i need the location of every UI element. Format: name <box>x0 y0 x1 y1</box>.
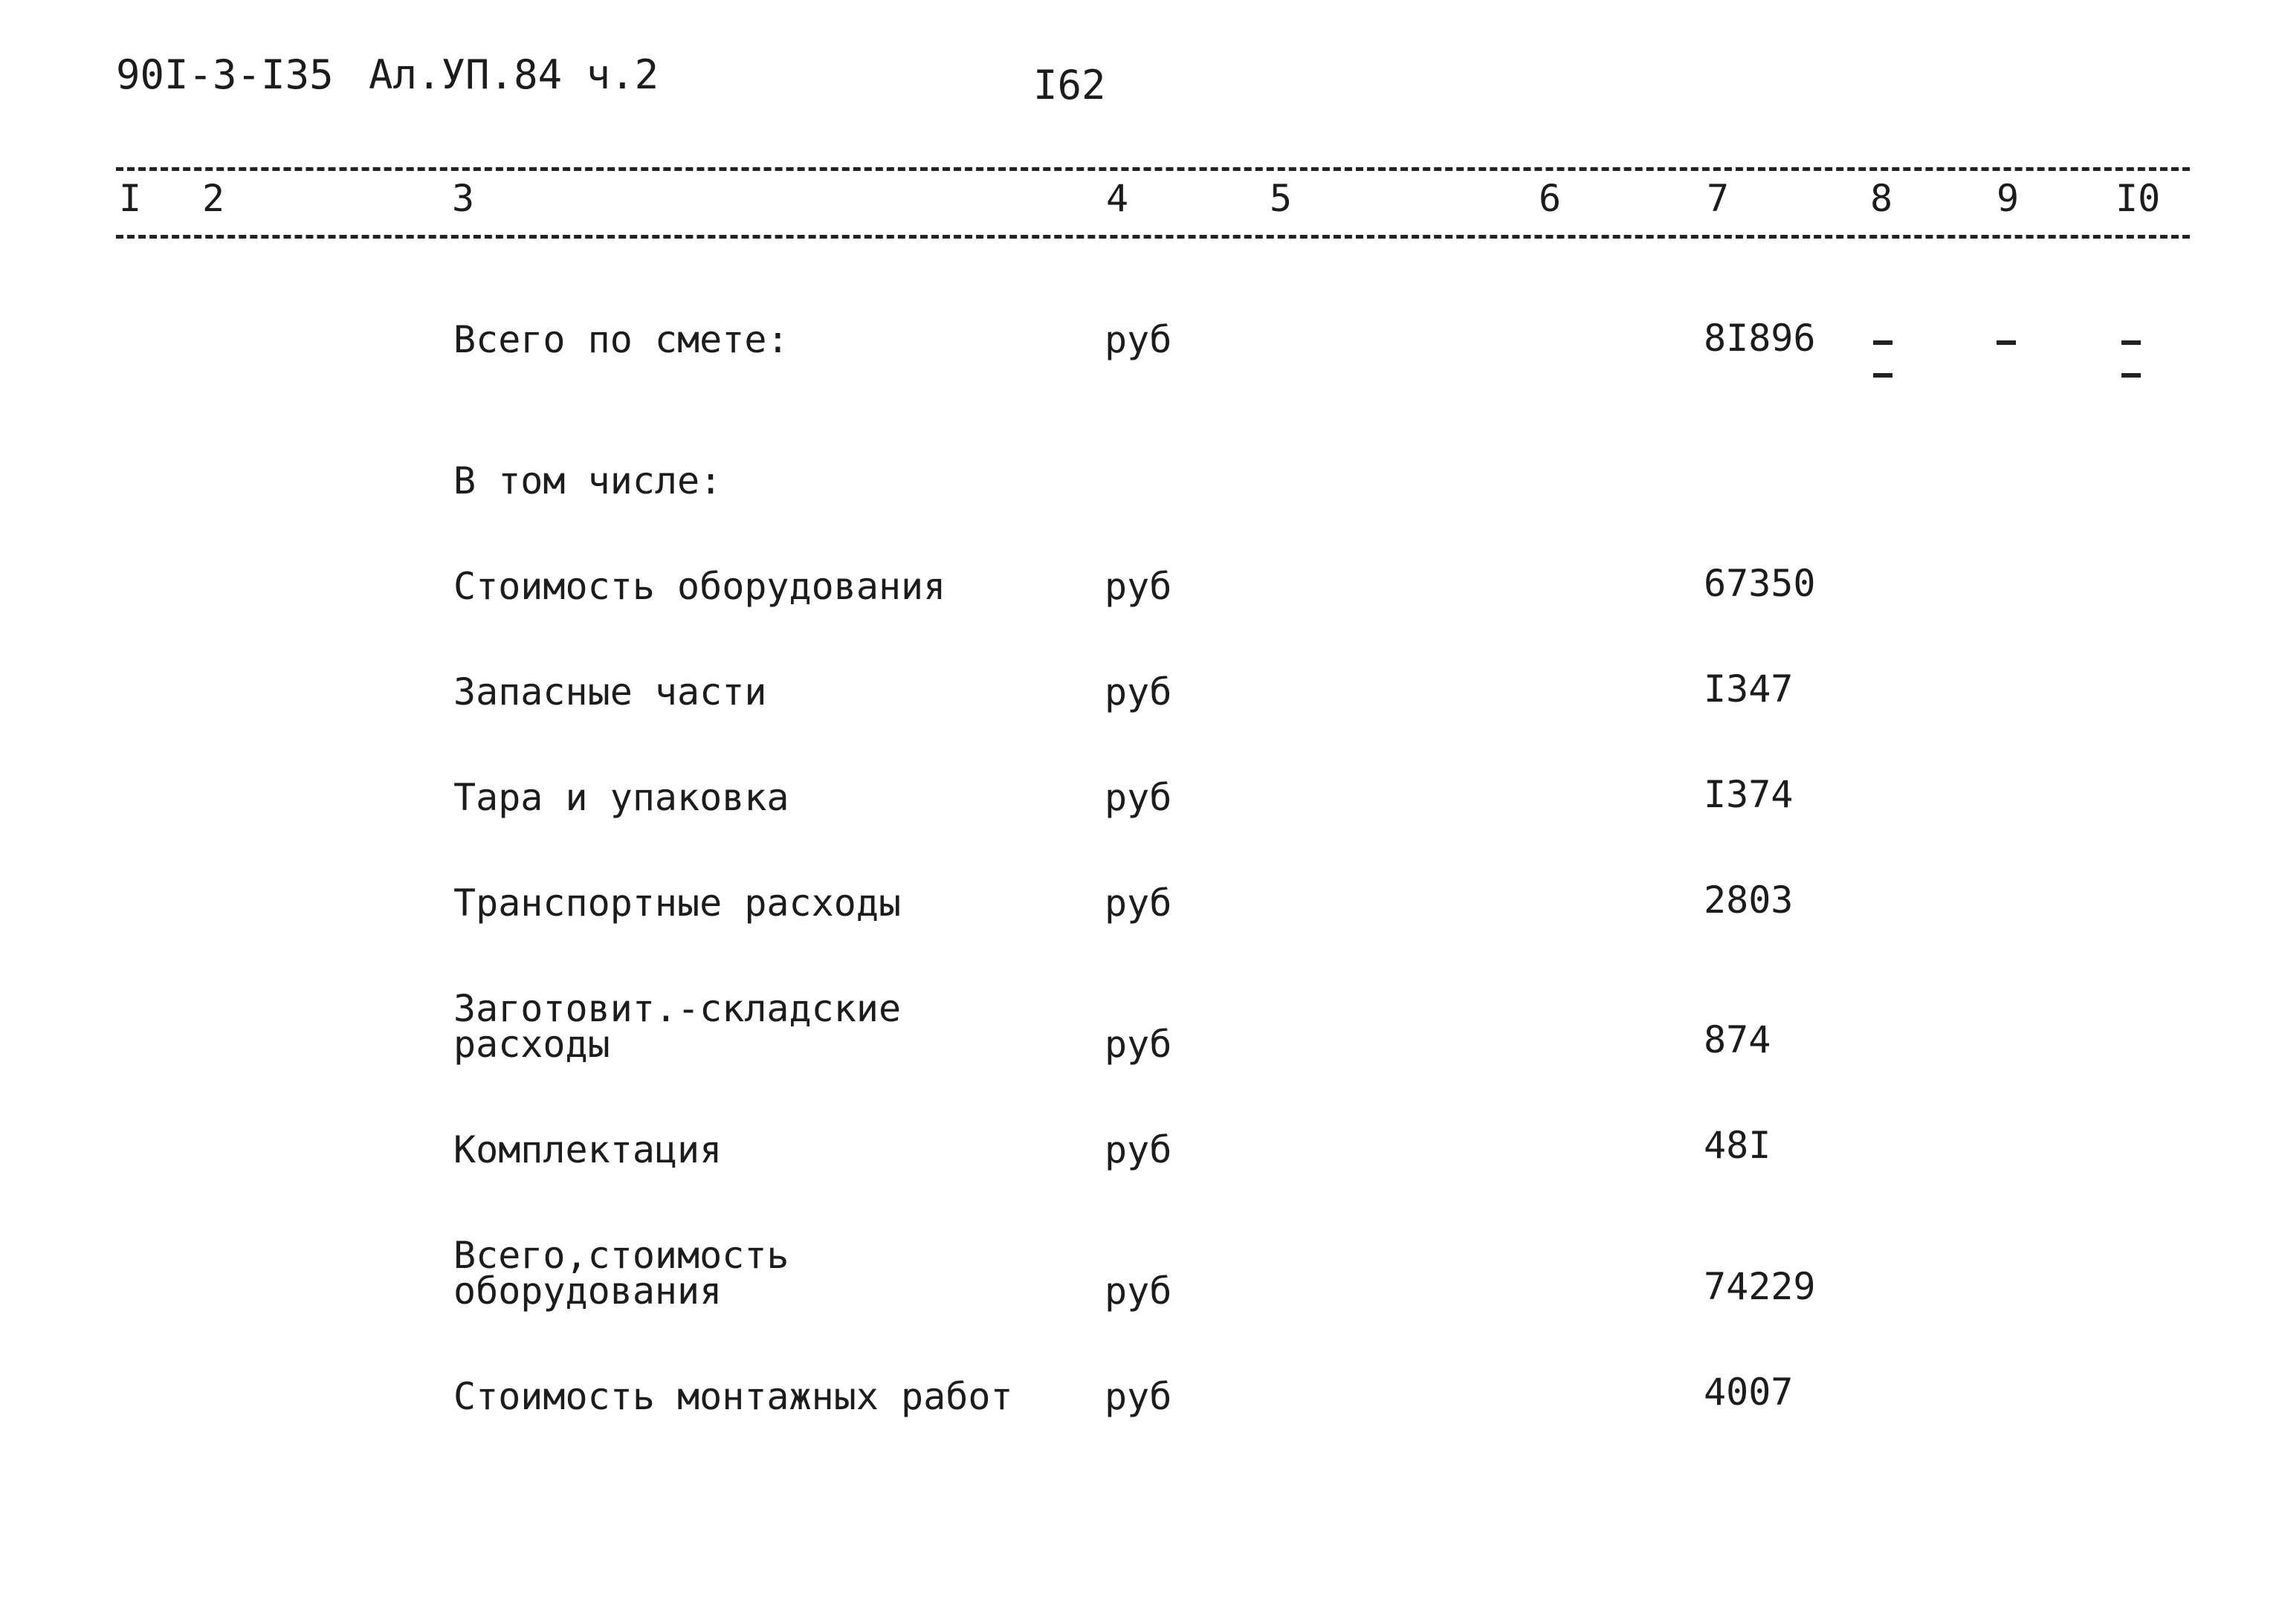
row-label: Транспортные расходы <box>453 881 902 925</box>
col8-dash-mark <box>1873 340 1892 345</box>
row-label-continued: оборудования <box>453 1269 723 1313</box>
row-value: I347 <box>1704 667 1794 711</box>
row-label-continued: расходы <box>453 1023 610 1066</box>
row-unit: руб <box>1105 1128 1172 1171</box>
col10-dash-mark <box>2121 373 2141 378</box>
row-value: 67350 <box>1704 562 1816 605</box>
row-label: Комплектация <box>453 1128 723 1171</box>
header-bottom-rule <box>116 235 2190 239</box>
row-label: Всего,стоимость <box>453 1234 789 1277</box>
header-top-rule <box>116 167 2190 171</box>
subtitle-including: В том числе: <box>453 459 723 502</box>
row-value: I374 <box>1704 773 1794 816</box>
column-header-6: 6 <box>1539 177 1562 220</box>
row-label: Тара и упаковка <box>453 776 789 819</box>
row-value: 74229 <box>1704 1265 1816 1308</box>
page-number: I62 <box>1033 62 1106 109</box>
column-header-5: 5 <box>1270 177 1293 220</box>
total-unit: руб <box>1105 318 1172 361</box>
total-value: 8I896 <box>1704 317 1816 360</box>
column-header-10: I0 <box>2115 177 2161 220</box>
row-value: 2803 <box>1704 879 1794 922</box>
row-unit: руб <box>1105 881 1172 925</box>
row-unit: руб <box>1105 565 1172 608</box>
row-label: Заготовит.-складские <box>453 987 902 1030</box>
row-unit: руб <box>1105 776 1172 819</box>
col9-dash-mark <box>1997 340 2016 345</box>
row-label: Запасные части <box>453 670 767 714</box>
row-label: Стоимость монтажных работ <box>453 1375 1013 1418</box>
column-header-2: 2 <box>202 177 225 220</box>
column-header-8: 8 <box>1870 177 1893 220</box>
total-label: Всего по смете: <box>453 318 789 361</box>
column-header-7: 7 <box>1707 177 1730 220</box>
column-header-1: I <box>119 177 142 220</box>
column-header-9: 9 <box>1997 177 2020 220</box>
row-unit: руб <box>1105 670 1172 714</box>
column-header-3: 3 <box>452 177 475 220</box>
row-unit: руб <box>1105 1023 1172 1066</box>
album-reference: Ал.УП.84 ч.2 <box>369 51 659 98</box>
document-code: 90I-3-I35 <box>116 51 334 98</box>
row-label: Стоимость оборудования <box>453 565 946 608</box>
col8-dash-mark <box>1873 373 1892 378</box>
column-header-4: 4 <box>1106 177 1129 220</box>
row-unit: руб <box>1105 1269 1172 1313</box>
row-unit: руб <box>1105 1375 1172 1418</box>
row-value: 874 <box>1704 1018 1771 1061</box>
col10-dash-mark <box>2121 340 2141 345</box>
row-value: 48I <box>1704 1124 1771 1167</box>
row-value: 4007 <box>1704 1371 1794 1414</box>
